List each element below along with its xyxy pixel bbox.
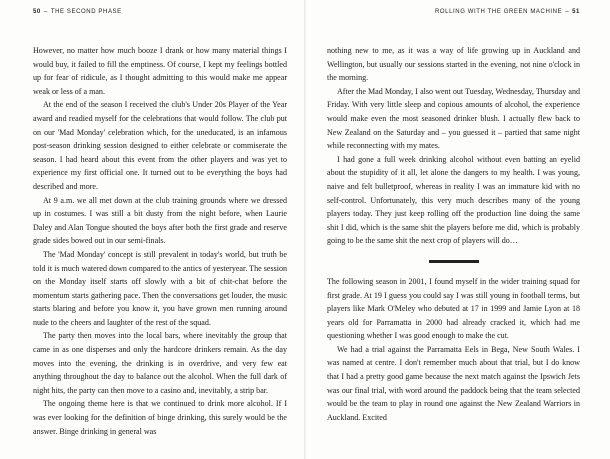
right-running-title: ROLLING WITH THE GREEN MACHINE	[434, 9, 563, 15]
paragraph: The 'Mad Monday' concept is still prevalent in today's world, but truth be told it is much watered down compared to the antics of yesteryear. The session on the Monday itself starts off slowly with a bit of chit-chat before the momentum starts gathering pace. Then the conversations get louder, the music starts blaring and before you know it, you have grown men running around nude to the cheers and laughter of the rest of the squad.	[33, 249, 287, 327]
paragraph: The following season in 2001, I found myself in the wider training squad for first grade. At 19 I guess you could say I was still young in football terms, but players like Mark O'Meley who debuted at 17 in 1999 and Jamie Lyon at 18 years old for Parramatta in 2000 had already cracked it, which had me questioning whether I was good enough to make the cut.	[327, 276, 580, 341]
paragraph: However, no matter how much booze I drank or how many material things I would buy, it failed to fill the emptiness. Of course, I kept my feelings bottled up for fear of ridicule, as I thought admitting to this would make me appear weak or less of a man.	[33, 46, 287, 96]
paragraph: At 9 a.m. we all met down at the club training grounds where we dressed up in costumes. I was still a bit dusty from the night before, when Laurie Daley and Alan Tongue shouted the boys after both the first grade and reserve grade sides bowed out in our semi-finals.	[33, 195, 287, 246]
left-page-number: 50	[33, 9, 41, 15]
left-page-body	[33, 44, 287, 438]
left-running-header	[33, 7, 122, 17]
right-running-header	[435, 7, 580, 17]
paragraph: nothing new to me, as it was a way of life growing up in Auckland and Wellington, but usually our sessions started in the evening, not nine o'clock in the morning.	[327, 46, 580, 83]
right-page-number: 51	[572, 9, 580, 15]
paragraph: I had gone a full week drinking alcohol without even batting an eyelid about the stupidity of it all, let alone the dangers to my health. I was young, naive and felt bulletproof, whereas in reality I was an immature kid with no self-control. Unfortunately, this very much describes many of the young players today. They just keep rolling off the production line doing the same shit I did, which is the same shit the players before me did, which is probably going to be the same shit the next crop of players will do…	[327, 154, 580, 246]
right-page-body	[327, 44, 580, 424]
right-page	[305, 0, 610, 459]
paragraph: At the end of the season I received the club's Under 20s Player of the Year award and readied myself for the celebrations that would follow. The club put on our 'Mad Monday' celebration which, for the uneducated, is an infamous post-season drinking session designed to either celebrate or commiserate the season. I had heard about this event from the other players and was yet to experience my first official one. It turned out to be everything the boys had described and more.	[33, 100, 287, 191]
paragraph: We had a trial against the Parramatta Eels in Bega, New South Wales. I was named at centre. I don't remember much about that trial, but I do know that I had a pretty good game because the next match against the Ipswich Jets was our final trial, with word around the paddock being that the team selected would be the team to play in round one against the New Zealand Warriors in Auckland. Excited	[327, 344, 580, 422]
section-divider	[429, 260, 479, 263]
left-running-title: THE SECOND PHASE	[50, 9, 122, 15]
paragraph: The ongoing theme here is that we continued to drink more alcohol. If I was ever looking for the definition of binge drinking, this surely would be the answer. Binge drinking in general was	[33, 399, 287, 436]
right-header-separator: –	[565, 9, 570, 15]
paragraph: The party then moves into the local bars, where inevitably the group that came in as one disperses and only the hardcore drinkers remain. As the day moves into the evening, the drinking is in overdrive, and very few eat anything throughout the day to balance out the alcohol. When the full dark of night hits, the party can then move to a casino and, inevitably, a strip bar.	[33, 331, 287, 395]
paragraph: After the Mad Monday, I also went out Tuesday, Wednesday, Thursday and Friday. With very little sleep and copious amounts of alcohol, the experience would make even the most seasoned drinker blush. I actually flew back to New Zealand on the Saturday and – you guessed it – partied that same night while reconnecting with my mates.	[327, 86, 580, 151]
left-header-separator: –	[43, 9, 48, 15]
